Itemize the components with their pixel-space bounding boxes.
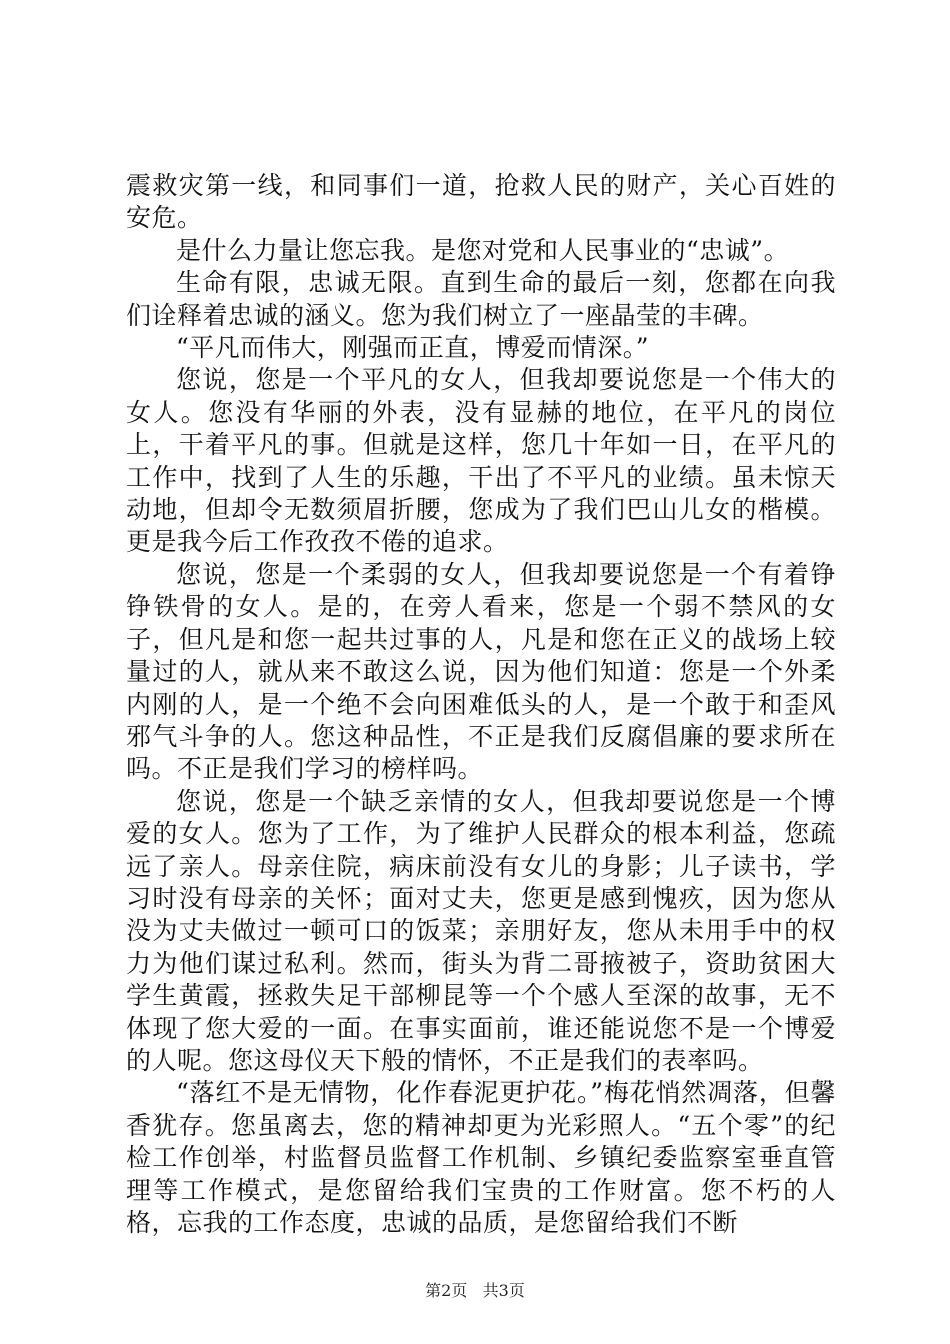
- paragraph-3: 生命有限，忠诚无限。直到生命的最后一刻，您都在向我们诠释着忠诚的涵义。您为我们树立了一座晶莹的丰碑。: [126, 268, 836, 330]
- paragraph-4: “平凡而伟大，刚强而正直，博爱而情深。”: [176, 333, 650, 363]
- page-number-current: 第2页: [425, 1281, 468, 1300]
- paragraph-8: “落红不是无情物，化作春泥更护花。”梅花悄然凋落，但馨香犹存。您虽离去，您的精神却更为光彩照人。“五个零”的纪检工作创举，村监督员监督工作机制、乡镇纪委监察室垂直管理等工作模式，是您留给我们宝贵的工作财富。您不朽的人格，忘我的工作态度，忠诚的品质，是您留给我们不断: [126, 1078, 836, 1237]
- page-footer: [0, 1281, 950, 1301]
- paragraph-1: 震救灾第一线，和同事们一道，抢救人民的财产，关心百姓的安危。: [126, 171, 836, 233]
- page-number-separator: [472, 1281, 477, 1300]
- paragraph-5: 您说，您是一个平凡的女人，但我却要说您是一个伟大的女人。您没有华丽的外表，没有显赫的地位，在平凡的岗位上，干着平凡的事。但就是这样，您几十年如一日，在平凡的工作中，找到了人生的乐趣，干出了不平凡的业绩。虽未惊天动地，但却令无数须眉折腰，您成为了我们巴山儿女的楷模。更是我今后工作孜孜不倦的追求。: [126, 365, 836, 557]
- paragraph-2: 是什么力量让您忘我。是您对党和人民事业的“忠诚”。: [176, 235, 790, 265]
- document-body: [126, 170, 836, 1239]
- page-number-total: 共3页: [482, 1281, 525, 1300]
- paragraph-7: 您说，您是一个缺乏亲情的女人，但我却要说您是一个博爱的女人。您为了工作，为了维护人民群众的根本利益，您疏远了亲人。母亲住院，病床前没有女儿的身影；儿子读书，学习时没有母亲的关怀；面对丈夫，您更是感到愧疚，因为您从没为丈夫做过一顿可口的饭菜；亲朋好友，您从未用手中的权力为他们谋过私利。然而，街头为背二哥掖被子，资助贫困大学生黄霞，拯救失足干部柳昆等一个个感人至深的故事，无不体现了您大爱的一面。在事实面前，谁还能说您不是一个博爱的人呢。您这母仪天下般的情怀，不正是我们的表率吗。: [126, 786, 836, 1075]
- paragraph-6: 您说，您是一个柔弱的女人，但我却要说您是一个有着铮铮铁骨的女人。是的，在旁人看来，您是一个弱不禁风的女子，但凡是和您一起共过事的人，凡是和您在正义的战场上较量过的人，就从来不敢这么说，因为他们知道：您是一个外柔内刚的人，是一个绝不会向困难低头的人，是一个敢于和歪风邪气斗争的人。您这种品性，不正是我们反腐倡廉的要求所在吗。不正是我们学习的榜样吗。: [126, 559, 836, 784]
